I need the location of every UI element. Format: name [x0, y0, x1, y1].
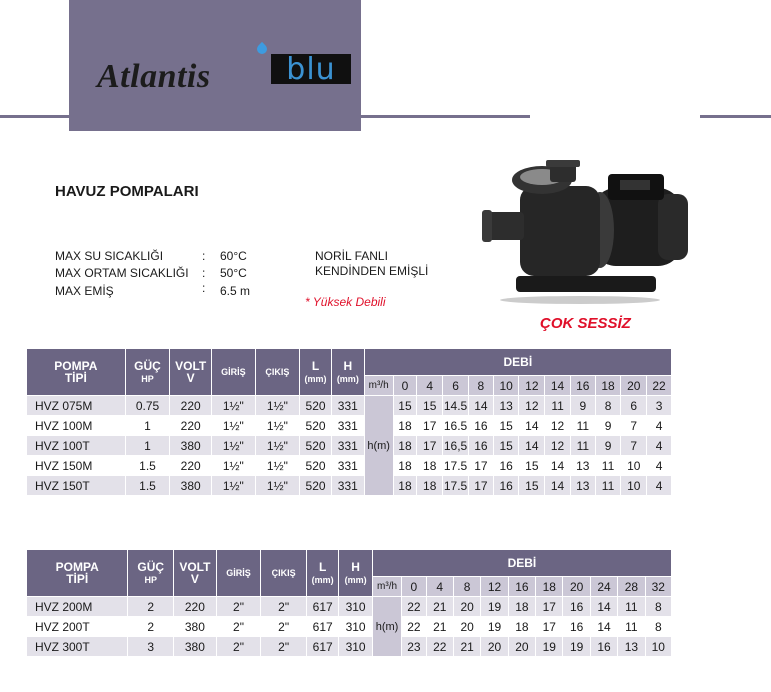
flow-value-header: 4 — [417, 376, 442, 395]
col-header-power: GÜÇ HP — [128, 550, 173, 596]
col-header-length: L (mm) — [300, 349, 331, 395]
head-value: 15 — [417, 396, 442, 415]
power-hp: 1.5 — [126, 456, 170, 475]
head-value: 17 — [417, 416, 442, 435]
head-value: 20 — [509, 637, 535, 656]
power-hp: 1.5 — [126, 476, 170, 495]
head-value: 21 — [427, 617, 453, 636]
table-row — [27, 476, 671, 495]
head-value: 11 — [596, 476, 621, 495]
table-row — [27, 416, 671, 435]
head-value: 20 — [481, 637, 507, 656]
voltage: 220 — [174, 597, 216, 616]
spec-colon: : — [202, 266, 206, 280]
head-value: 17 — [469, 476, 493, 495]
head-value: 11 — [618, 597, 644, 616]
outlet-size: 1½" — [256, 456, 300, 475]
col-header-power: GÜÇ HP — [126, 349, 170, 395]
head-value: 18 — [509, 617, 535, 636]
height-mm: 331 — [332, 456, 364, 475]
head-value: 22 — [402, 597, 425, 616]
head-value: 13 — [618, 637, 644, 656]
head-value: 17 — [536, 617, 562, 636]
head-value: 17 — [536, 597, 562, 616]
height-mm: 331 — [332, 416, 364, 435]
flow-value-header: 0 — [394, 376, 417, 395]
head-value: 22 — [427, 637, 453, 656]
length-mm: 520 — [300, 396, 331, 415]
pump-model: HVZ 200M — [27, 597, 127, 616]
brand-sub: blu — [286, 52, 336, 87]
head-value: 6 — [621, 396, 646, 415]
head-value: 14 — [545, 476, 570, 495]
power-hp: 1 — [126, 416, 170, 435]
power-hp: 0.75 — [126, 396, 170, 415]
col-header-pump-type: POMPA TİPİ — [27, 349, 125, 395]
col-header-volt: VOLT V — [174, 550, 216, 596]
head-value: 11 — [596, 456, 621, 475]
col-header-outlet: ÇIKIŞ — [261, 550, 306, 596]
length-mm: 520 — [300, 476, 331, 495]
head-value: 15 — [519, 476, 544, 495]
flow-value-header: 28 — [618, 577, 644, 596]
table-row — [27, 637, 671, 656]
head-value: 11 — [571, 416, 595, 435]
head-value: 17 — [469, 456, 493, 475]
col-header-volt: VOLT V — [170, 349, 211, 395]
flow-value-header: 22 — [647, 376, 671, 395]
logo-banner — [69, 0, 361, 131]
head-value: 18 — [394, 436, 417, 455]
spec-value: 6.5 m — [220, 284, 251, 298]
head-value: 9 — [596, 436, 621, 455]
head-value: 12 — [519, 396, 544, 415]
table-row — [27, 456, 671, 475]
col-header-outlet: ÇIKIŞ — [256, 349, 300, 395]
flow-value-header: 16 — [571, 376, 595, 395]
head-value: 14 — [591, 617, 617, 636]
outlet-size: 1½" — [256, 436, 300, 455]
power-hp: 3 — [128, 637, 173, 656]
head-value: 17 — [417, 436, 442, 455]
pump-model: HVZ 100M — [27, 416, 125, 435]
inlet-size: 1½" — [212, 476, 255, 495]
head-value: 18 — [394, 416, 417, 435]
head-value: 4 — [647, 416, 671, 435]
col-header-inlet: GİRİŞ — [217, 550, 261, 596]
inlet-size: 1½" — [212, 396, 255, 415]
height-mm: 310 — [339, 597, 371, 616]
head-unit-label: h(m) — [373, 597, 401, 656]
head-value: 13 — [571, 456, 595, 475]
head-value: 3 — [647, 396, 671, 415]
head-value: 14.5 — [443, 396, 468, 415]
col-header-length: L (mm) — [307, 550, 338, 596]
col-header-flow: DEBİ — [373, 550, 671, 576]
pump-model: HVZ 200T — [27, 617, 127, 636]
head-value: 19 — [481, 617, 507, 636]
flow-value-header: 18 — [596, 376, 621, 395]
head-value: 21 — [427, 597, 453, 616]
voltage: 220 — [170, 456, 211, 475]
head-value: 14 — [591, 597, 617, 616]
voltage: 380 — [174, 637, 216, 656]
pump-model: HVZ 150T — [27, 476, 125, 495]
flow-value-header: 18 — [536, 577, 562, 596]
page-title: HAVUZ POMPALARI — [55, 183, 199, 200]
quiet-tagline: ÇOK SESSİZ — [540, 315, 631, 332]
head-value: 20 — [454, 617, 480, 636]
col-header-flow: DEBİ — [365, 349, 671, 375]
head-value: 10 — [621, 456, 646, 475]
flow-value-header: 8 — [454, 577, 480, 596]
head-value: 19 — [481, 597, 507, 616]
height-mm: 331 — [332, 396, 364, 415]
head-value: 15 — [494, 436, 519, 455]
power-hp: 2 — [128, 597, 173, 616]
head-value: 16,5 — [443, 436, 468, 455]
head-value: 16 — [563, 597, 589, 616]
head-unit-label: h(m) — [365, 396, 393, 495]
head-value: 13 — [571, 476, 595, 495]
flow-value-header: 16 — [509, 577, 535, 596]
spec-value: 60°C — [220, 249, 247, 263]
head-value: 15 — [519, 456, 544, 475]
head-value: 4 — [647, 456, 671, 475]
pump-image — [480, 160, 700, 305]
spec-label: MAX EMİŞ — [55, 284, 114, 298]
inlet-size: 1½" — [212, 416, 255, 435]
spec-colon: : — [202, 281, 206, 295]
head-value: 12 — [545, 416, 570, 435]
head-value: 15 — [494, 416, 519, 435]
height-mm: 331 — [332, 436, 364, 455]
head-value: 7 — [621, 416, 646, 435]
spec-value: 50°C — [220, 266, 247, 280]
header-divider-right — [700, 115, 771, 118]
head-value: 18 — [509, 597, 535, 616]
flow-value-header: 0 — [402, 577, 425, 596]
feature-item: KENDİNDEN EMİŞLİ — [315, 264, 429, 278]
length-mm: 520 — [300, 416, 331, 435]
outlet-size: 2" — [261, 637, 306, 656]
inlet-size: 2" — [217, 637, 261, 656]
head-value: 20 — [454, 597, 480, 616]
pump-table-1 — [26, 348, 672, 496]
height-mm: 310 — [339, 617, 371, 636]
flow-value-header: 12 — [481, 577, 507, 596]
table-row — [27, 597, 671, 616]
head-value: 16 — [591, 637, 617, 656]
head-value: 11 — [571, 436, 595, 455]
spec-label: MAX ORTAM SICAKLIĞI — [55, 266, 189, 280]
head-value: 11 — [618, 617, 644, 636]
col-header-pump-type: POMPA TİPİ — [27, 550, 127, 596]
brand-name: Atlantis — [97, 58, 211, 95]
inlet-size: 2" — [217, 617, 261, 636]
head-value: 14 — [519, 436, 544, 455]
voltage: 380 — [174, 617, 216, 636]
head-value: 4 — [647, 436, 671, 455]
col-header-inlet: GİRİŞ — [212, 349, 255, 395]
outlet-size: 1½" — [256, 396, 300, 415]
height-mm: 331 — [332, 476, 364, 495]
length-mm: 617 — [307, 637, 338, 656]
head-value: 23 — [402, 637, 425, 656]
height-mm: 310 — [339, 637, 371, 656]
head-value: 21 — [454, 637, 480, 656]
head-value: 17.5 — [443, 456, 468, 475]
head-value: 16 — [494, 476, 519, 495]
head-value: 16 — [563, 617, 589, 636]
flow-value-header: 20 — [563, 577, 589, 596]
flow-value-header: 14 — [545, 376, 570, 395]
flow-value-header: 32 — [646, 577, 671, 596]
head-value: 4 — [647, 476, 671, 495]
flow-value-header: 8 — [469, 376, 493, 395]
head-value: 15 — [394, 396, 417, 415]
flow-value-header: 10 — [494, 376, 519, 395]
inlet-size: 2" — [217, 597, 261, 616]
length-mm: 520 — [300, 456, 331, 475]
col-header-height: H (mm) — [339, 550, 371, 596]
head-value: 7 — [621, 436, 646, 455]
head-value: 13 — [494, 396, 519, 415]
flow-value-header: 4 — [427, 577, 453, 596]
head-value: 16 — [469, 436, 493, 455]
flow-value-header: 20 — [621, 376, 646, 395]
feature-item: NORİL FANLI — [315, 249, 388, 263]
power-hp: 1 — [126, 436, 170, 455]
length-mm: 617 — [307, 617, 338, 636]
voltage: 220 — [170, 416, 211, 435]
inlet-size: 1½" — [212, 436, 255, 455]
table-row — [27, 396, 671, 415]
head-value: 8 — [596, 396, 621, 415]
outlet-size: 2" — [261, 597, 306, 616]
head-value: 18 — [394, 476, 417, 495]
inlet-size: 1½" — [212, 456, 255, 475]
header-divider-left — [0, 115, 530, 118]
head-value: 16.5 — [443, 416, 468, 435]
head-value: 14 — [519, 416, 544, 435]
table-row — [27, 436, 671, 455]
length-mm: 520 — [300, 436, 331, 455]
spec-label: MAX SU SICAKLIĞI — [55, 249, 164, 263]
power-hp: 2 — [128, 617, 173, 636]
flow-unit-label: m³/h — [365, 376, 393, 395]
head-value: 11 — [545, 396, 570, 415]
flow-unit-label: m³/h — [373, 577, 401, 596]
head-value: 16 — [494, 456, 519, 475]
head-value: 10 — [621, 476, 646, 495]
high-flow-note: * Yüksek Debili — [305, 295, 386, 309]
head-value: 18 — [417, 456, 442, 475]
voltage: 220 — [170, 396, 211, 415]
head-value: 17.5 — [443, 476, 468, 495]
voltage: 380 — [170, 476, 211, 495]
table-row — [27, 617, 671, 636]
head-value: 14 — [545, 456, 570, 475]
voltage: 380 — [170, 436, 211, 455]
head-value: 9 — [596, 416, 621, 435]
outlet-size: 1½" — [256, 416, 300, 435]
pump-model: HVZ 100T — [27, 436, 125, 455]
head-value: 14 — [469, 396, 493, 415]
head-value: 8 — [646, 617, 671, 636]
flow-value-header: 24 — [591, 577, 617, 596]
head-value: 9 — [571, 396, 595, 415]
head-value: 12 — [545, 436, 570, 455]
head-value: 19 — [563, 637, 589, 656]
length-mm: 617 — [307, 597, 338, 616]
head-value: 16 — [469, 416, 493, 435]
flow-value-header: 12 — [519, 376, 544, 395]
col-header-height: H (mm) — [332, 349, 364, 395]
head-value: 19 — [536, 637, 562, 656]
pump-model: HVZ 150M — [27, 456, 125, 475]
head-value: 8 — [646, 597, 671, 616]
outlet-size: 2" — [261, 617, 306, 636]
pump-model: HVZ 075M — [27, 396, 125, 415]
pump-table-2 — [26, 549, 672, 657]
head-value: 22 — [402, 617, 425, 636]
water-drop-icon — [255, 42, 269, 56]
brand-sub-badge — [271, 52, 351, 87]
head-value: 18 — [417, 476, 442, 495]
pump-model: HVZ 300T — [27, 637, 127, 656]
head-value: 10 — [646, 637, 671, 656]
flow-value-header: 6 — [443, 376, 468, 395]
spec-colon: : — [202, 249, 206, 263]
head-value: 18 — [394, 456, 417, 475]
outlet-size: 1½" — [256, 476, 300, 495]
